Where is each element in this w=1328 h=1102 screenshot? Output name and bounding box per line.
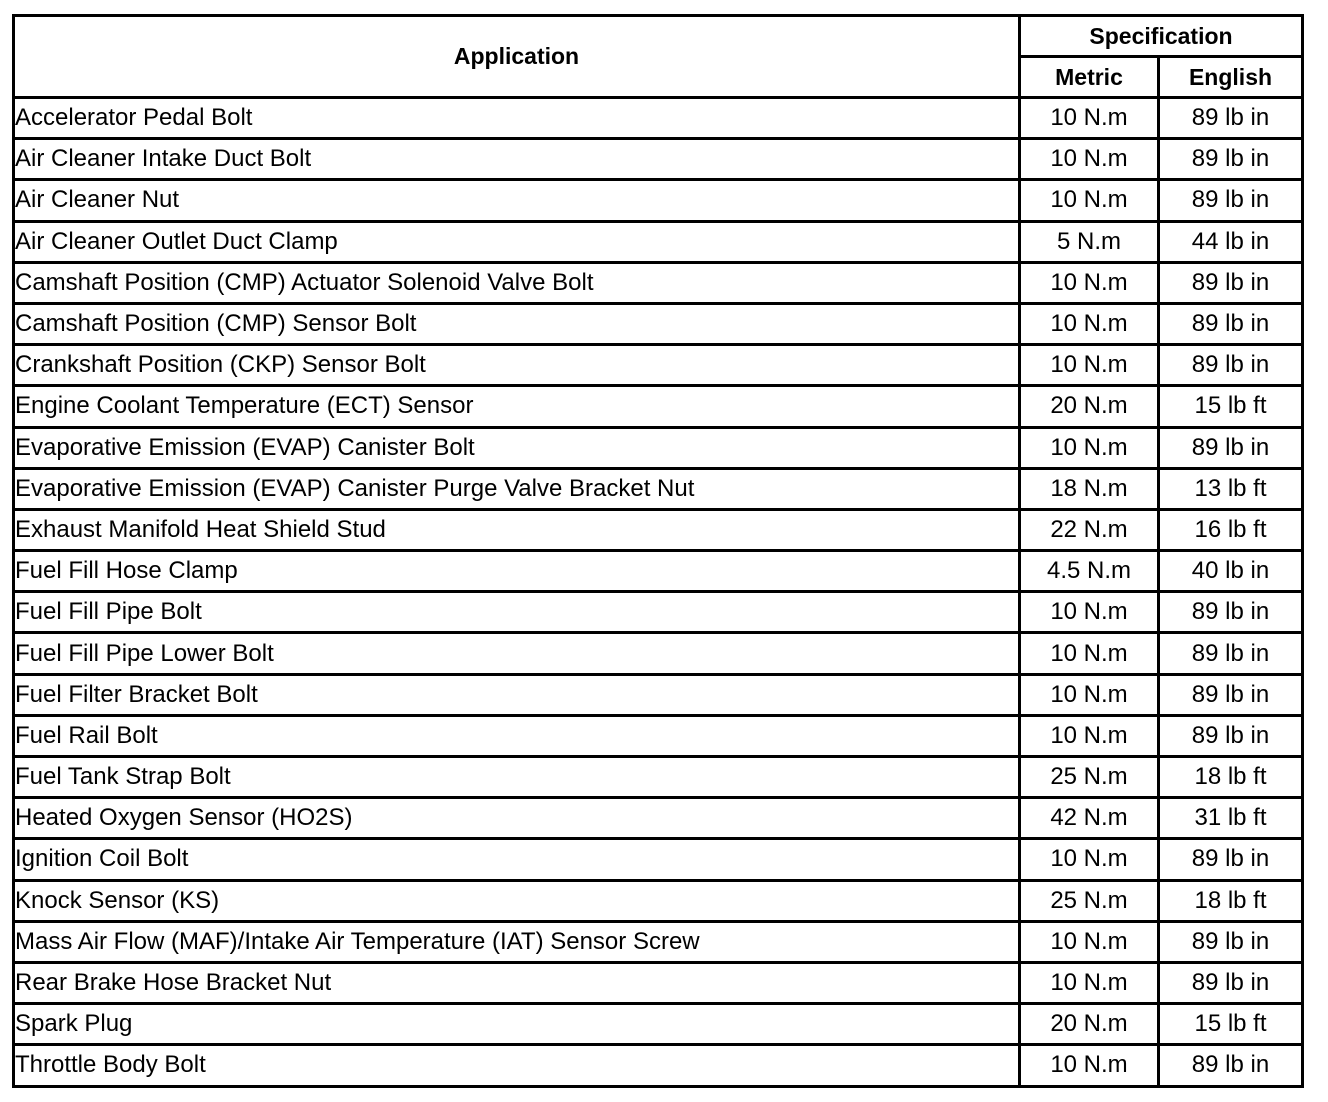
cell-english: 31 lb ft [1159, 798, 1303, 839]
cell-english: 89 lb in [1159, 427, 1303, 468]
table-row [14, 880, 1303, 921]
table-row [14, 1045, 1303, 1086]
table-header [14, 16, 1303, 98]
table-row [14, 715, 1303, 756]
cell-application: Evaporative Emission (EVAP) Canister Purge Valve Bracket Nut [14, 468, 1020, 509]
cell-application: Heated Oxygen Sensor (HO2S) [14, 798, 1020, 839]
cell-metric: 10 N.m [1020, 592, 1159, 633]
table-row [14, 139, 1303, 180]
column-header-application: Application [14, 16, 1020, 98]
table-row [14, 798, 1303, 839]
table-row [14, 427, 1303, 468]
cell-metric: 10 N.m [1020, 633, 1159, 674]
cell-application: Crankshaft Position (CKP) Sensor Bolt [14, 345, 1020, 386]
cell-metric: 20 N.m [1020, 1004, 1159, 1045]
table-body [14, 98, 1303, 1087]
column-header-metric: Metric [1020, 57, 1159, 98]
table-row [14, 633, 1303, 674]
cell-english: 40 lb in [1159, 551, 1303, 592]
cell-application: Camshaft Position (CMP) Actuator Solenoid Valve Bolt [14, 262, 1020, 303]
cell-application: Rear Brake Hose Bracket Nut [14, 962, 1020, 1003]
table-row [14, 921, 1303, 962]
cell-application: Engine Coolant Temperature (ECT) Sensor [14, 386, 1020, 427]
table-row [14, 345, 1303, 386]
cell-metric: 10 N.m [1020, 715, 1159, 756]
cell-application: Camshaft Position (CMP) Sensor Bolt [14, 303, 1020, 344]
cell-metric: 10 N.m [1020, 962, 1159, 1003]
cell-english: 89 lb in [1159, 633, 1303, 674]
table-row [14, 839, 1303, 880]
cell-metric: 10 N.m [1020, 180, 1159, 221]
table-row [14, 180, 1303, 221]
cell-metric: 10 N.m [1020, 139, 1159, 180]
cell-english: 89 lb in [1159, 1045, 1303, 1086]
cell-english: 89 lb in [1159, 839, 1303, 880]
cell-english: 18 lb ft [1159, 880, 1303, 921]
header-row-top [14, 16, 1303, 57]
cell-application: Spark Plug [14, 1004, 1020, 1045]
cell-english: 89 lb in [1159, 674, 1303, 715]
cell-application: Evaporative Emission (EVAP) Canister Bolt [14, 427, 1020, 468]
cell-english: 89 lb in [1159, 262, 1303, 303]
cell-metric: 10 N.m [1020, 345, 1159, 386]
cell-application: Fuel Filter Bracket Bolt [14, 674, 1020, 715]
cell-english: 15 lb ft [1159, 386, 1303, 427]
cell-metric: 4.5 N.m [1020, 551, 1159, 592]
cell-application: Knock Sensor (KS) [14, 880, 1020, 921]
cell-metric: 10 N.m [1020, 921, 1159, 962]
cell-english: 89 lb in [1159, 962, 1303, 1003]
cell-application: Air Cleaner Intake Duct Bolt [14, 139, 1020, 180]
cell-metric: 10 N.m [1020, 427, 1159, 468]
table-row [14, 592, 1303, 633]
cell-metric: 10 N.m [1020, 262, 1159, 303]
cell-application: Air Cleaner Outlet Duct Clamp [14, 221, 1020, 262]
cell-english: 89 lb in [1159, 180, 1303, 221]
table-row [14, 98, 1303, 139]
cell-application: Air Cleaner Nut [14, 180, 1020, 221]
cell-metric: 25 N.m [1020, 757, 1159, 798]
table-row [14, 551, 1303, 592]
table-row [14, 962, 1303, 1003]
cell-application: Mass Air Flow (MAF)/Intake Air Temperature (IAT) Sensor Screw [14, 921, 1020, 962]
table-row [14, 262, 1303, 303]
table-row [14, 468, 1303, 509]
cell-english: 16 lb ft [1159, 509, 1303, 550]
table-row [14, 674, 1303, 715]
cell-english: 13 lb ft [1159, 468, 1303, 509]
cell-application: Throttle Body Bolt [14, 1045, 1020, 1086]
column-header-specification: Specification [1020, 16, 1303, 57]
cell-english: 18 lb ft [1159, 757, 1303, 798]
cell-english: 15 lb ft [1159, 1004, 1303, 1045]
cell-metric: 10 N.m [1020, 98, 1159, 139]
cell-english: 89 lb in [1159, 592, 1303, 633]
cell-english: 89 lb in [1159, 715, 1303, 756]
cell-english: 89 lb in [1159, 345, 1303, 386]
table-row [14, 757, 1303, 798]
cell-application: Fuel Fill Hose Clamp [14, 551, 1020, 592]
table-row [14, 1004, 1303, 1045]
table-row [14, 386, 1303, 427]
cell-english: 89 lb in [1159, 303, 1303, 344]
cell-application: Accelerator Pedal Bolt [14, 98, 1020, 139]
cell-metric: 10 N.m [1020, 1045, 1159, 1086]
cell-metric: 20 N.m [1020, 386, 1159, 427]
column-header-english: English [1159, 57, 1303, 98]
cell-application: Ignition Coil Bolt [14, 839, 1020, 880]
cell-metric: 10 N.m [1020, 839, 1159, 880]
table-row [14, 221, 1303, 262]
cell-english: 44 lb in [1159, 221, 1303, 262]
cell-english: 89 lb in [1159, 139, 1303, 180]
cell-metric: 25 N.m [1020, 880, 1159, 921]
cell-metric: 22 N.m [1020, 509, 1159, 550]
table-row [14, 509, 1303, 550]
cell-application: Fuel Fill Pipe Bolt [14, 592, 1020, 633]
cell-metric: 10 N.m [1020, 303, 1159, 344]
cell-metric: 10 N.m [1020, 674, 1159, 715]
cell-application: Fuel Fill Pipe Lower Bolt [14, 633, 1020, 674]
cell-application: Fuel Tank Strap Bolt [14, 757, 1020, 798]
cell-application: Exhaust Manifold Heat Shield Stud [14, 509, 1020, 550]
cell-metric: 42 N.m [1020, 798, 1159, 839]
torque-spec-table [12, 14, 1304, 1088]
cell-application: Fuel Rail Bolt [14, 715, 1020, 756]
cell-metric: 5 N.m [1020, 221, 1159, 262]
cell-english: 89 lb in [1159, 98, 1303, 139]
table-row [14, 303, 1303, 344]
cell-english: 89 lb in [1159, 921, 1303, 962]
cell-metric: 18 N.m [1020, 468, 1159, 509]
